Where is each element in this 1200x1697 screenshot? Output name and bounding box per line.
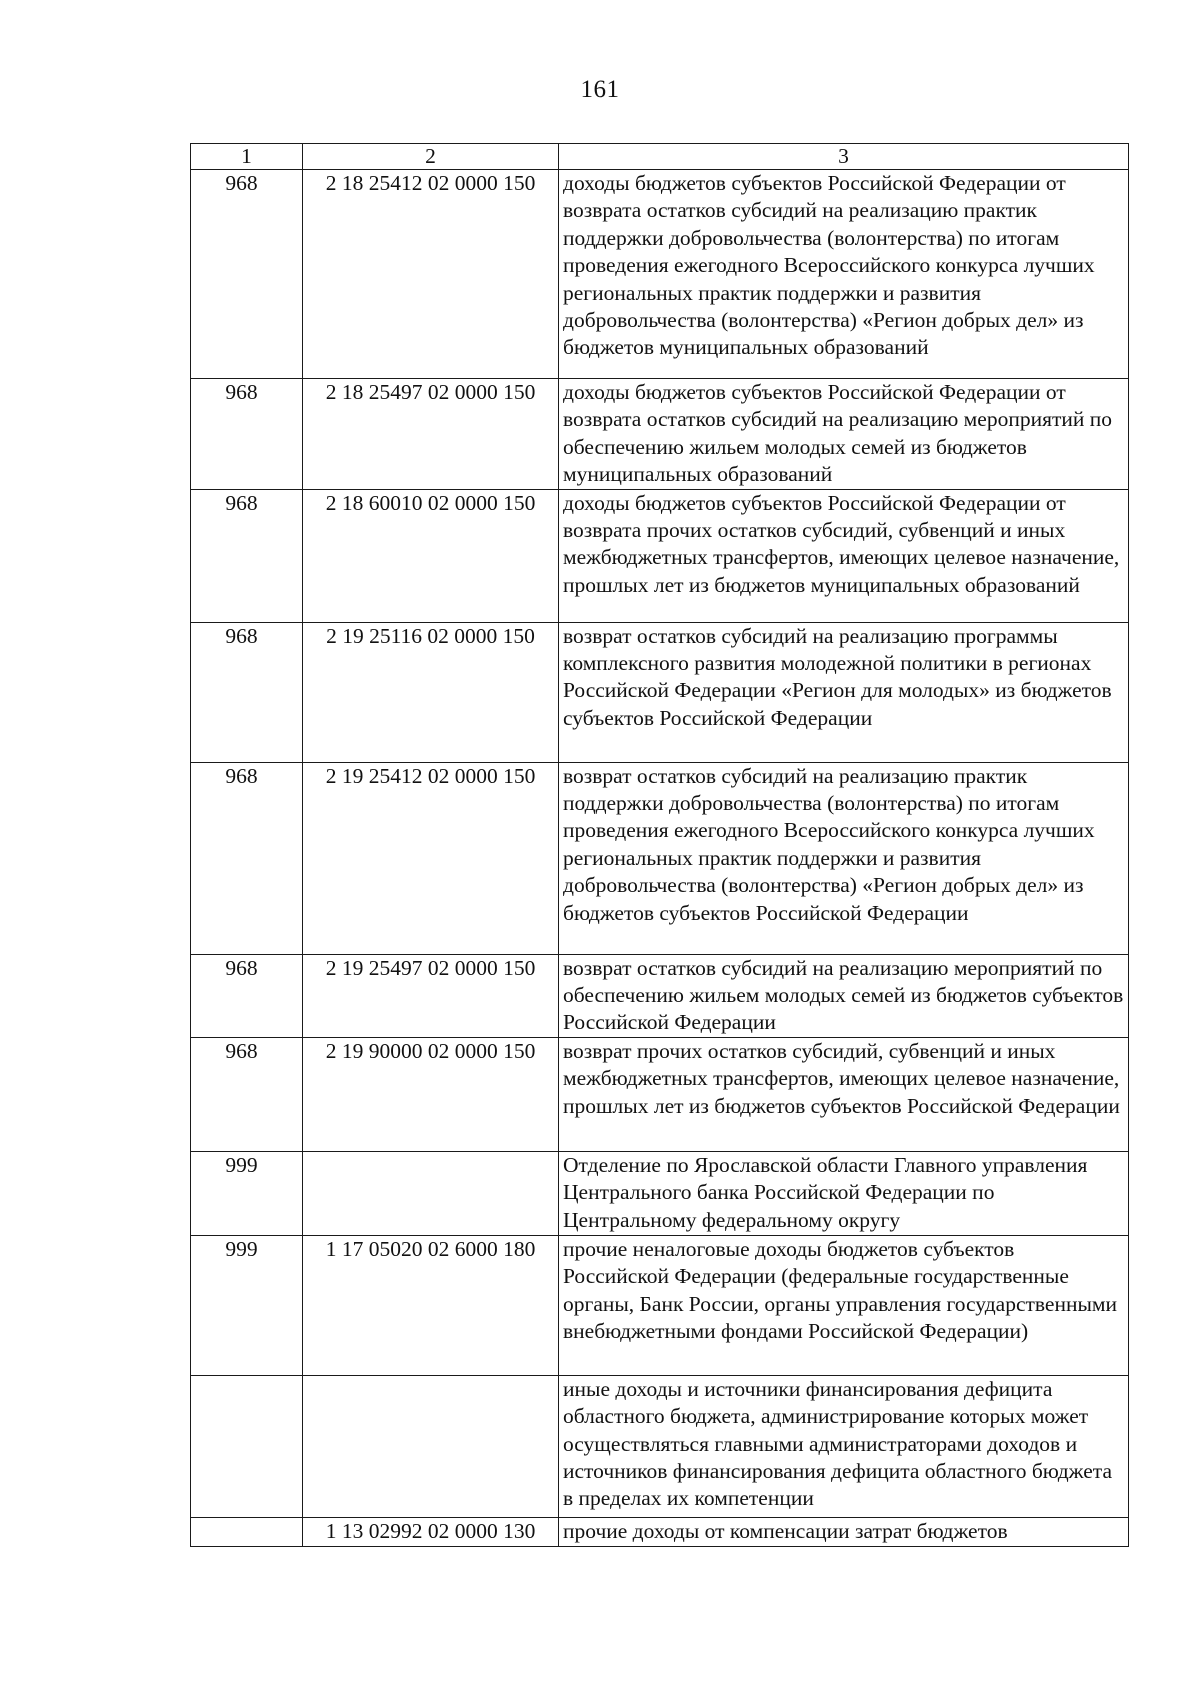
table-body bbox=[191, 170, 1129, 1547]
table-row bbox=[191, 170, 1129, 379]
table-row bbox=[191, 622, 1129, 762]
table-row bbox=[191, 489, 1129, 622]
revenue-description: возврат остатков субсидий на реализацию мероприятий по обеспечению жильем молодых семей из бюджетов субъектов Российской Федерации bbox=[559, 954, 1129, 1037]
budget-classification-code: 2 19 90000 02 0000 150 bbox=[303, 1037, 559, 1151]
table-header bbox=[191, 144, 1129, 170]
revenue-description: прочие доходы от компенсации затрат бюджетов bbox=[559, 1517, 1129, 1546]
administrator-code: 999 bbox=[191, 1151, 303, 1235]
administrator-code: 968 bbox=[191, 379, 303, 490]
table-row bbox=[191, 954, 1129, 1037]
table-row bbox=[191, 762, 1129, 954]
revenue-description: доходы бюджетов субъектов Российской Федерации от возврата остатков субсидий на реализацию практик поддержки добровольчества (волонтерства) по итогам проведения ежегодного Всероссийского конкурса лучших региональных практик поддержки и развития добровольчества (волонтерства) «Регион добрых дел» из бюджетов муниципальных образований bbox=[559, 170, 1129, 379]
budget-classification-code: 1 13 02992 02 0000 130 bbox=[303, 1517, 559, 1546]
budget-classification-code: 2 19 25116 02 0000 150 bbox=[303, 622, 559, 762]
table-row bbox=[191, 1235, 1129, 1375]
revenue-description: доходы бюджетов субъектов Российской Федерации от возврата прочих остатков субсидий, субвенций и иных межбюджетных трансфертов, имеющих целевое назначение, прошлых лет из бюджетов муниципальных образований bbox=[559, 489, 1129, 622]
budget-classification-code bbox=[303, 1151, 559, 1235]
header-col-3: 3 bbox=[559, 144, 1129, 170]
header-col-1: 1 bbox=[191, 144, 303, 170]
header-col-2: 2 bbox=[303, 144, 559, 170]
administrator-code: 968 bbox=[191, 170, 303, 379]
table-row bbox=[191, 1517, 1129, 1546]
header-row bbox=[191, 144, 1129, 170]
budget-classification-code: 2 19 25497 02 0000 150 bbox=[303, 954, 559, 1037]
budget-classification-code: 2 18 25412 02 0000 150 bbox=[303, 170, 559, 379]
revenue-description: прочие неналоговые доходы бюджетов субъектов Российской Федерации (федеральные государственные органы, Банк России, органы управления государственными внебюджетными фондами Российской Федерации) bbox=[559, 1235, 1129, 1375]
budget-classification-code: 2 18 60010 02 0000 150 bbox=[303, 489, 559, 622]
administrator-code bbox=[191, 1375, 303, 1517]
revenue-description: доходы бюджетов субъектов Российской Федерации от возврата остатков субсидий на реализацию мероприятий по обеспечению жильем молодых семей из бюджетов муниципальных образований bbox=[559, 379, 1129, 490]
budget-classification-code: 2 19 25412 02 0000 150 bbox=[303, 762, 559, 954]
revenue-description: возврат остатков субсидий на реализацию программы комплексного развития молодежной политики в регионах Российской Федерации «Регион для молодых» из бюджетов субъектов Российской Федерации bbox=[559, 622, 1129, 762]
administrator-code: 999 bbox=[191, 1235, 303, 1375]
revenue-description: иные доходы и источники финансирования дефицита областного бюджета, администрирование которых может осуществляться главными администраторами доходов и источников финансирования дефицита областного бюджета в пределах их компетенции bbox=[559, 1375, 1129, 1517]
administrator-code: 968 bbox=[191, 762, 303, 954]
administrator-code: 968 bbox=[191, 622, 303, 762]
budget-classification-code: 2 18 25497 02 0000 150 bbox=[303, 379, 559, 490]
revenue-codes-table bbox=[190, 143, 1129, 1547]
administrator-code: 968 bbox=[191, 1037, 303, 1151]
administrator-code: 968 bbox=[191, 489, 303, 622]
revenue-description: возврат остатков субсидий на реализацию практик поддержки добровольчества (волонтерства) по итогам проведения ежегодного Всероссийского конкурса лучших региональных практик поддержки и развития добровольчества (волонтерства) «Регион добрых дел» из бюджетов субъектов Российской Федерации bbox=[559, 762, 1129, 954]
table-row bbox=[191, 379, 1129, 490]
page-number: 161 bbox=[580, 76, 620, 103]
table-row bbox=[191, 1151, 1129, 1235]
table-row bbox=[191, 1375, 1129, 1517]
administrator-code bbox=[191, 1517, 303, 1546]
budget-classification-code: 1 17 05020 02 6000 180 bbox=[303, 1235, 559, 1375]
revenue-description: возврат прочих остатков субсидий, субвенций и иных межбюджетных трансфертов, имеющих целевое назначение, прошлых лет из бюджетов субъектов Российской Федерации bbox=[559, 1037, 1129, 1151]
budget-classification-code bbox=[303, 1375, 559, 1517]
revenue-description: Отделение по Ярославской области Главного управления Центрального банка Российской Федерации по Центральному федеральному округу bbox=[559, 1151, 1129, 1235]
table-row bbox=[191, 1037, 1129, 1151]
administrator-code: 968 bbox=[191, 954, 303, 1037]
